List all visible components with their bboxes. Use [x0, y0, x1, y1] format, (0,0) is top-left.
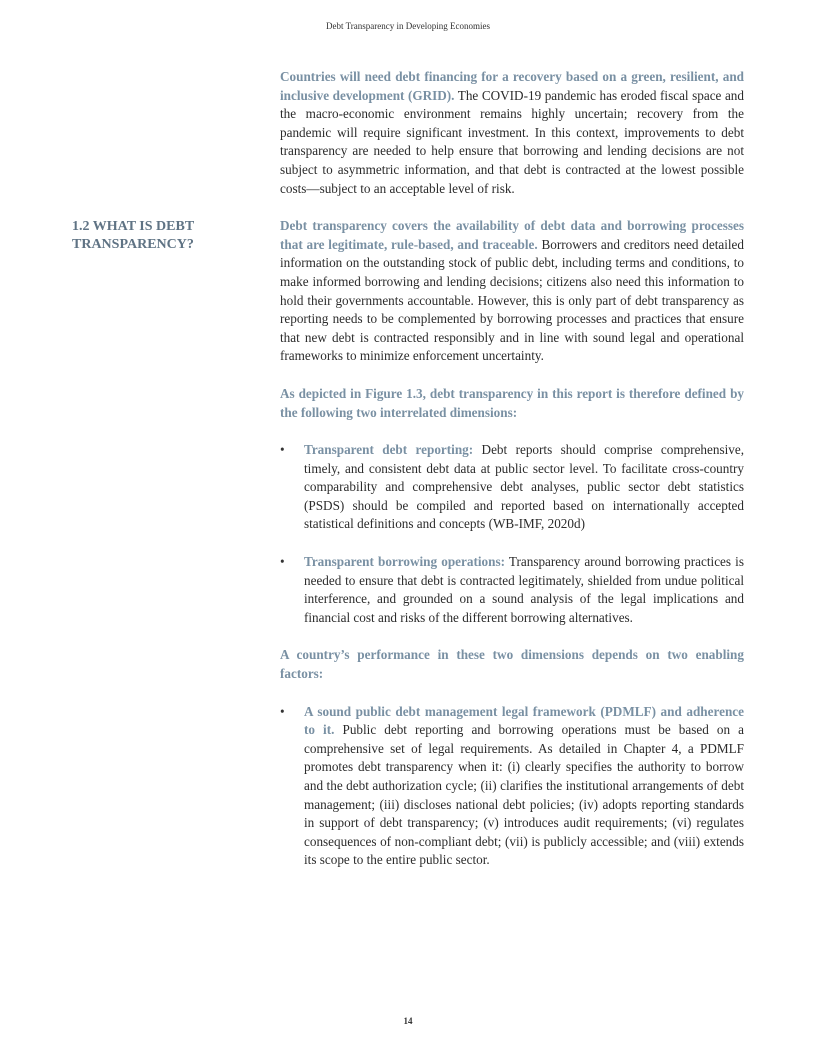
- paragraph-factors-intro: A country’s performance in these two dimensions depends on two enabling factors:: [280, 647, 744, 682]
- paragraph-body: The COVID-19 pandemic has eroded fiscal space and the macro-economic environment remains highly uncertain; recovery from the pandemic will require significant investment. In this context, improvements to debt transparency are needed to help ensure that borrowing and lending decisions are not subject to asymmetric information, and that debt is contracted at the lowest possible costs—subject to an acceptable level of risk.: [280, 87, 744, 196]
- list-item: [280, 553, 744, 627]
- paragraph-definition: [280, 217, 744, 366]
- list-item-lead: Transparent borrowing operations:: [304, 554, 505, 570]
- list-item-lead: A sound public debt management legal framework (PDMLF) and adherence to it.: [304, 703, 744, 738]
- section-heading: 1.2 WHAT IS DEBT TRANSPARENCY?: [72, 219, 194, 252]
- list-item-body: Public debt reporting and borrowing operations must be based on a comprehensive set of legal requirements. As detailed in Chapter 4, a PDMLF promotes debt transparency when it: (i) clearly specifies the authority to borrow and the debt authorization cycle; (ii) clarifies the institutional arrangements of debt management; (iii) discloses national debt policies; (iv) adopts reporting standards in support of debt transparency; (v) introduces audit requirements; (vi) regulates consequences of non-compliant debt; (vii) is publicly accessible; and (viii) extends its scope to the entire public sector.: [304, 722, 745, 868]
- running-header: Debt Transparency in Developing Economies: [326, 21, 490, 31]
- paragraph-grid: [280, 68, 744, 198]
- paragraph-lead: Debt transparency covers the availability of debt data and borrowing processes that are legitimate, rule-based, and traceable.: [280, 218, 744, 252]
- list-item-lead: Transparent debt reporting:: [304, 442, 474, 458]
- paragraph-lead: Countries will need debt financing for a recovery based on a green, resilient, and inclusive development (GRID).: [280, 69, 744, 103]
- list-item-body: Transparency around borrowing practices is needed to ensure that debt is contracted legitimately, shielded from undue political interference, and grounded on a sound analysis of the legal implications and financial cost and risks of the different borrowing alternatives.: [304, 554, 744, 625]
- list-item-body: Debt reports should comprise comprehensive, timely, and consistent debt data at public sector level. To facilitate cross-country comparability and comprehensive debt analyses, public sector debt statistics (PSDS) should be compiled and reported based on internationally accepted statistical definitions and concepts (WB-IMF, 2020d): [304, 442, 745, 532]
- paragraph-body: Borrowers and creditors need detailed information on the outstanding stock of public debt, including terms and conditions, to make informed borrowing and lending decisions; citizens also need this information to hold their governments accountable. However, this is only part of debt transparency as reporting needs to be complemented by borrowing processes and practices that ensure that new debt is contracted responsibly and in line with sound legal and operational frameworks to minimize enforcement uncertainty.: [280, 236, 744, 364]
- paragraph-dimensions-intro: As depicted in Figure 1.3, debt transparency in this report is therefore defined by the following two interrelated dimensions:: [280, 385, 744, 420]
- list-item: [280, 441, 744, 534]
- bullet-marker: •: [280, 442, 285, 458]
- dimensions-list: [280, 441, 744, 627]
- page-number: 14: [403, 1016, 413, 1026]
- bullet-marker: •: [280, 554, 285, 570]
- bullet-marker: •: [280, 703, 285, 719]
- list-item: [280, 703, 744, 870]
- main-column: [280, 68, 744, 889]
- factors-list: [280, 703, 744, 870]
